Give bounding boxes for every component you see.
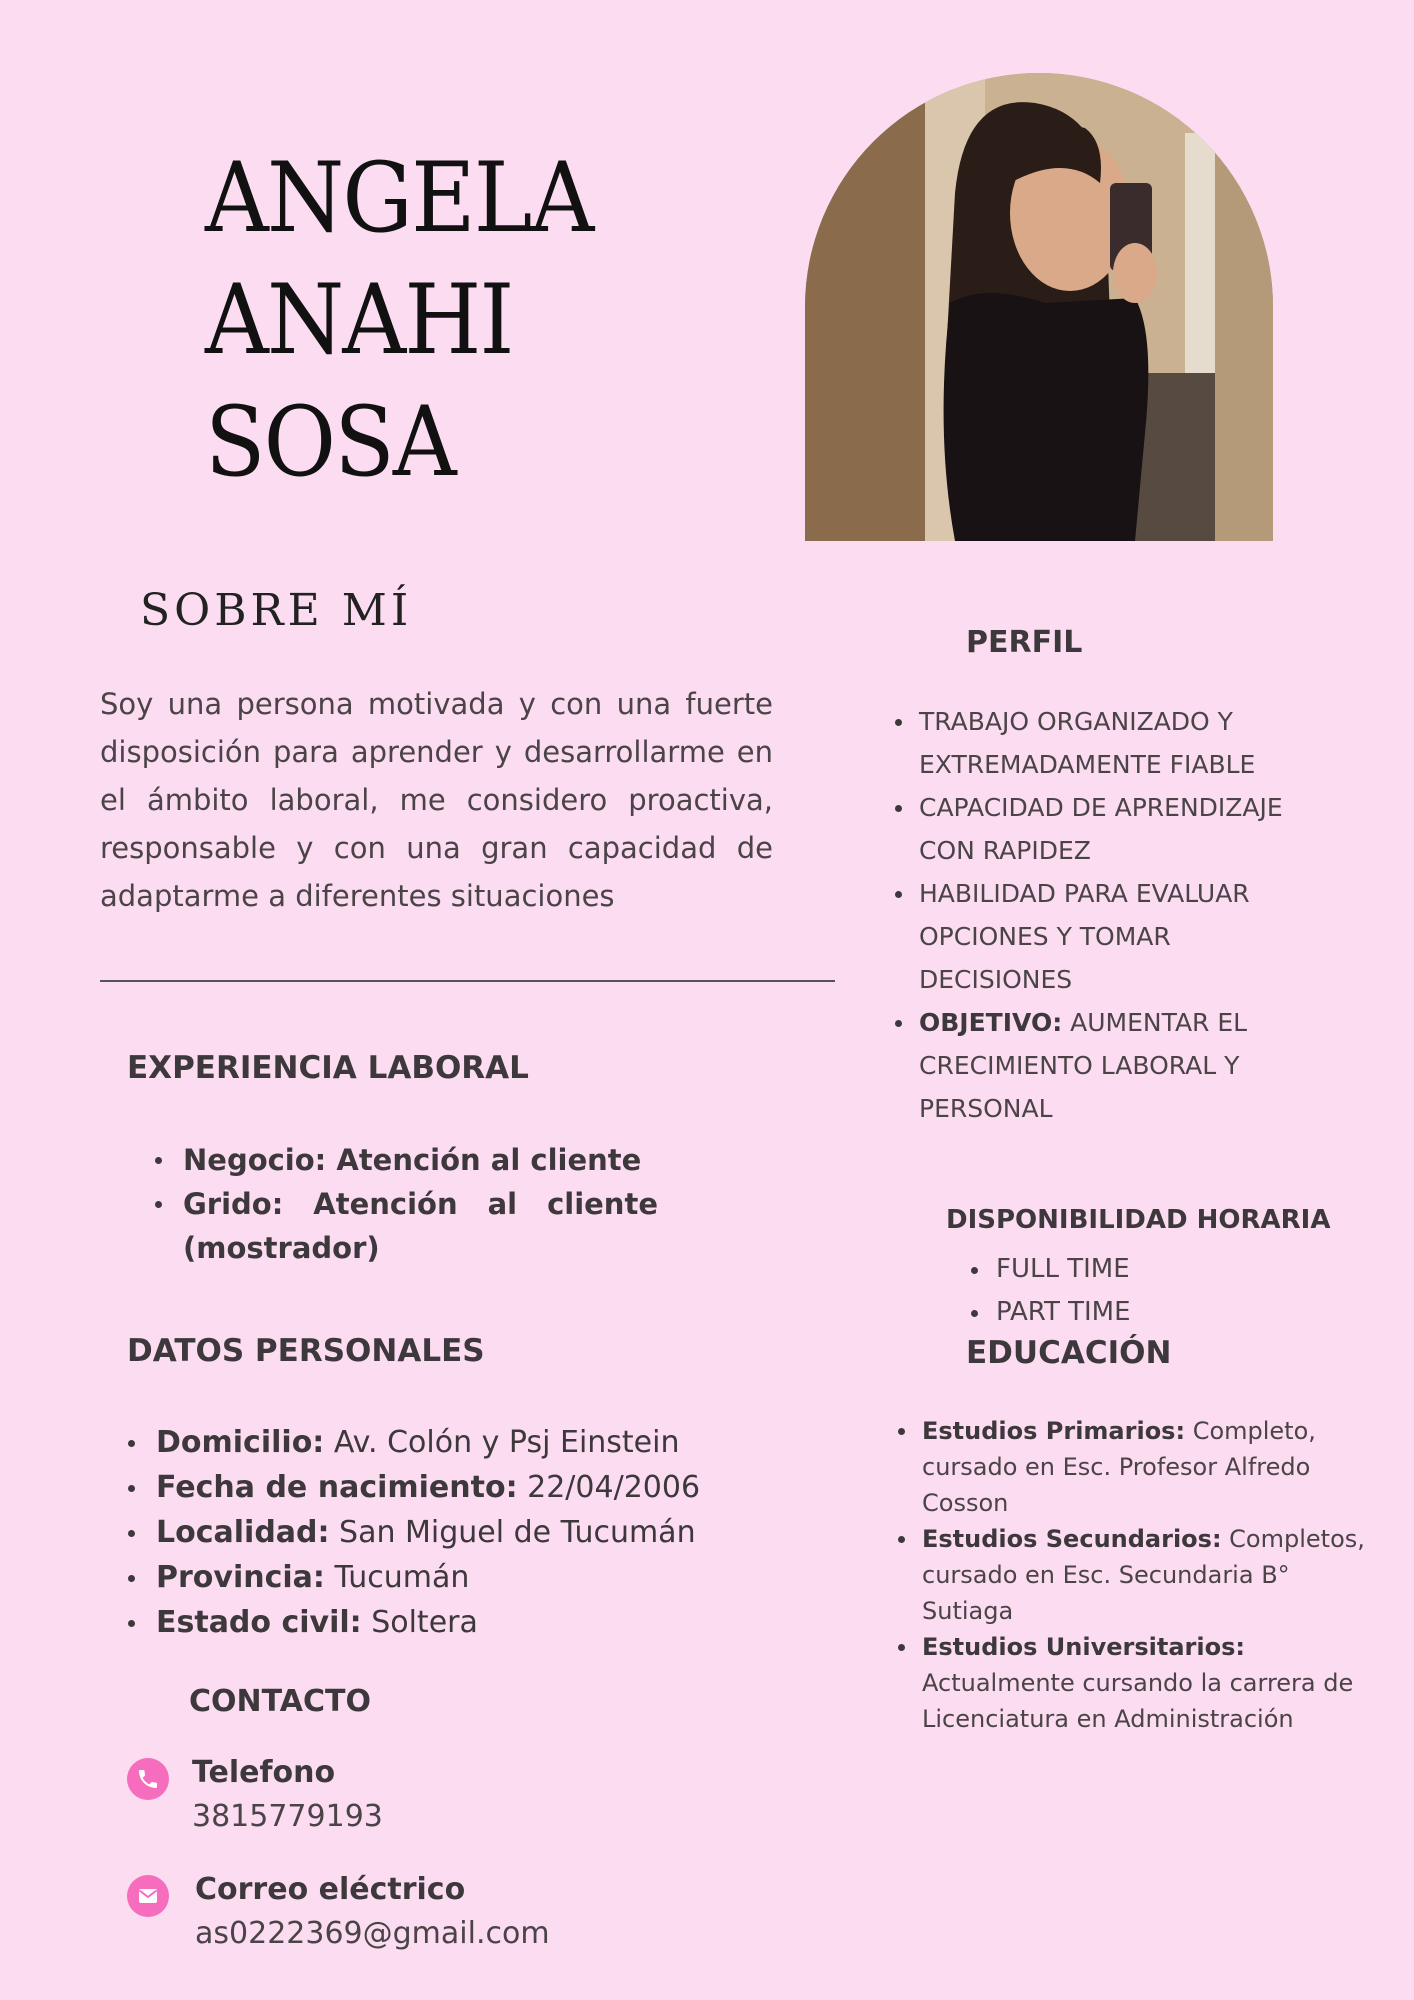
availability-heading: DISPONIBILIDAD HORARIA	[946, 1205, 1331, 1235]
item-value: Actualmente cursando la carrera de Licenciatura en Administración	[922, 1669, 1354, 1733]
item-label: Domicilio:	[156, 1425, 325, 1460]
item-value: Completos, cursado en Esc. Secundaria B° Sutiaga	[922, 1525, 1365, 1625]
phone-label: Telefono	[192, 1755, 336, 1790]
experience-list	[155, 1138, 658, 1270]
item-value: 22/04/2006	[517, 1470, 701, 1505]
item-label: Estudios Secundarios:	[922, 1525, 1222, 1553]
about-text: Soy una persona motivada y con una fuerte disposición para aprender y desarrollarme en el ámbito laboral, me considero proactiva, responsable y con una gran capacidad de adaptarme a diferentes situaciones	[100, 687, 773, 913]
list-item: CAPACIDAD DE APRENDIZAJE CON RAPIDEZ	[895, 786, 1315, 872]
education-heading: EDUCACIÓN	[966, 1335, 1172, 1371]
experience-heading: EXPERIENCIA LABORAL	[127, 1050, 529, 1086]
profile-photo	[805, 73, 1273, 541]
list-item	[898, 1413, 1378, 1521]
list-item	[898, 1629, 1378, 1737]
education-list	[898, 1413, 1378, 1737]
list-item: Negocio: Atención al cliente	[155, 1138, 658, 1182]
item-value: Soltera	[361, 1605, 478, 1640]
item-label: Estudios Primarios:	[922, 1417, 1186, 1445]
list-item	[128, 1510, 700, 1555]
list-item	[128, 1600, 700, 1645]
phone-icon	[127, 1758, 169, 1800]
profile-list	[895, 700, 1315, 1130]
item-value: Av. Colón y Psj Einstein	[324, 1425, 680, 1460]
item-value: Completo, cursado en Esc. Profesor Alfredo Cosson	[922, 1417, 1316, 1517]
item-label: Localidad:	[156, 1515, 330, 1550]
list-item: PART TIME	[968, 1291, 1131, 1334]
list-item	[895, 1001, 1315, 1130]
list-item: Grido: Atención al cliente (mostrador)	[155, 1182, 658, 1270]
email-icon	[127, 1875, 169, 1917]
availability-list	[968, 1248, 1131, 1334]
list-item	[128, 1465, 700, 1510]
item-label: Estado civil:	[156, 1605, 362, 1640]
list-item	[898, 1521, 1378, 1629]
item-label: Estudios Universitarios:	[922, 1633, 1245, 1661]
name-last: SOSA	[205, 386, 455, 498]
profile-heading: PERFIL	[966, 625, 1083, 660]
list-item: TRABAJO ORGANIZADO Y EXTREMADAMENTE FIABLE	[895, 700, 1315, 786]
section-divider	[100, 980, 835, 982]
personal-list	[128, 1420, 700, 1645]
item-value: Tucumán	[324, 1560, 470, 1595]
phone-value[interactable]: 3815779193	[192, 1799, 383, 1834]
item-label: Fecha de nacimiento:	[156, 1470, 518, 1505]
name-first: ANGELA	[205, 142, 593, 254]
email-value[interactable]: as0222369@gmail.com	[195, 1916, 550, 1951]
item-value: San Miguel de Tucumán	[329, 1515, 696, 1550]
about-heading: SOBRE MÍ	[140, 585, 413, 636]
personal-heading: DATOS PERSONALES	[127, 1333, 485, 1369]
list-item: HABILIDAD PARA EVALUAR OPCIONES Y TOMAR DECISIONES	[895, 872, 1315, 1001]
item-label: Provincia:	[156, 1560, 325, 1595]
objective-value: AUMENTAR EL CRECIMIENTO LABORAL Y PERSONAL	[919, 1008, 1248, 1123]
objective-label: OBJETIVO:	[919, 1008, 1063, 1037]
list-item: FULL TIME	[968, 1248, 1131, 1291]
contact-heading: CONTACTO	[189, 1684, 371, 1719]
name-middle: ANAHI	[205, 264, 513, 376]
list-item	[128, 1420, 700, 1465]
list-item	[128, 1555, 700, 1600]
email-label: Correo eléctrico	[195, 1872, 466, 1907]
portrait-image	[805, 73, 1273, 541]
